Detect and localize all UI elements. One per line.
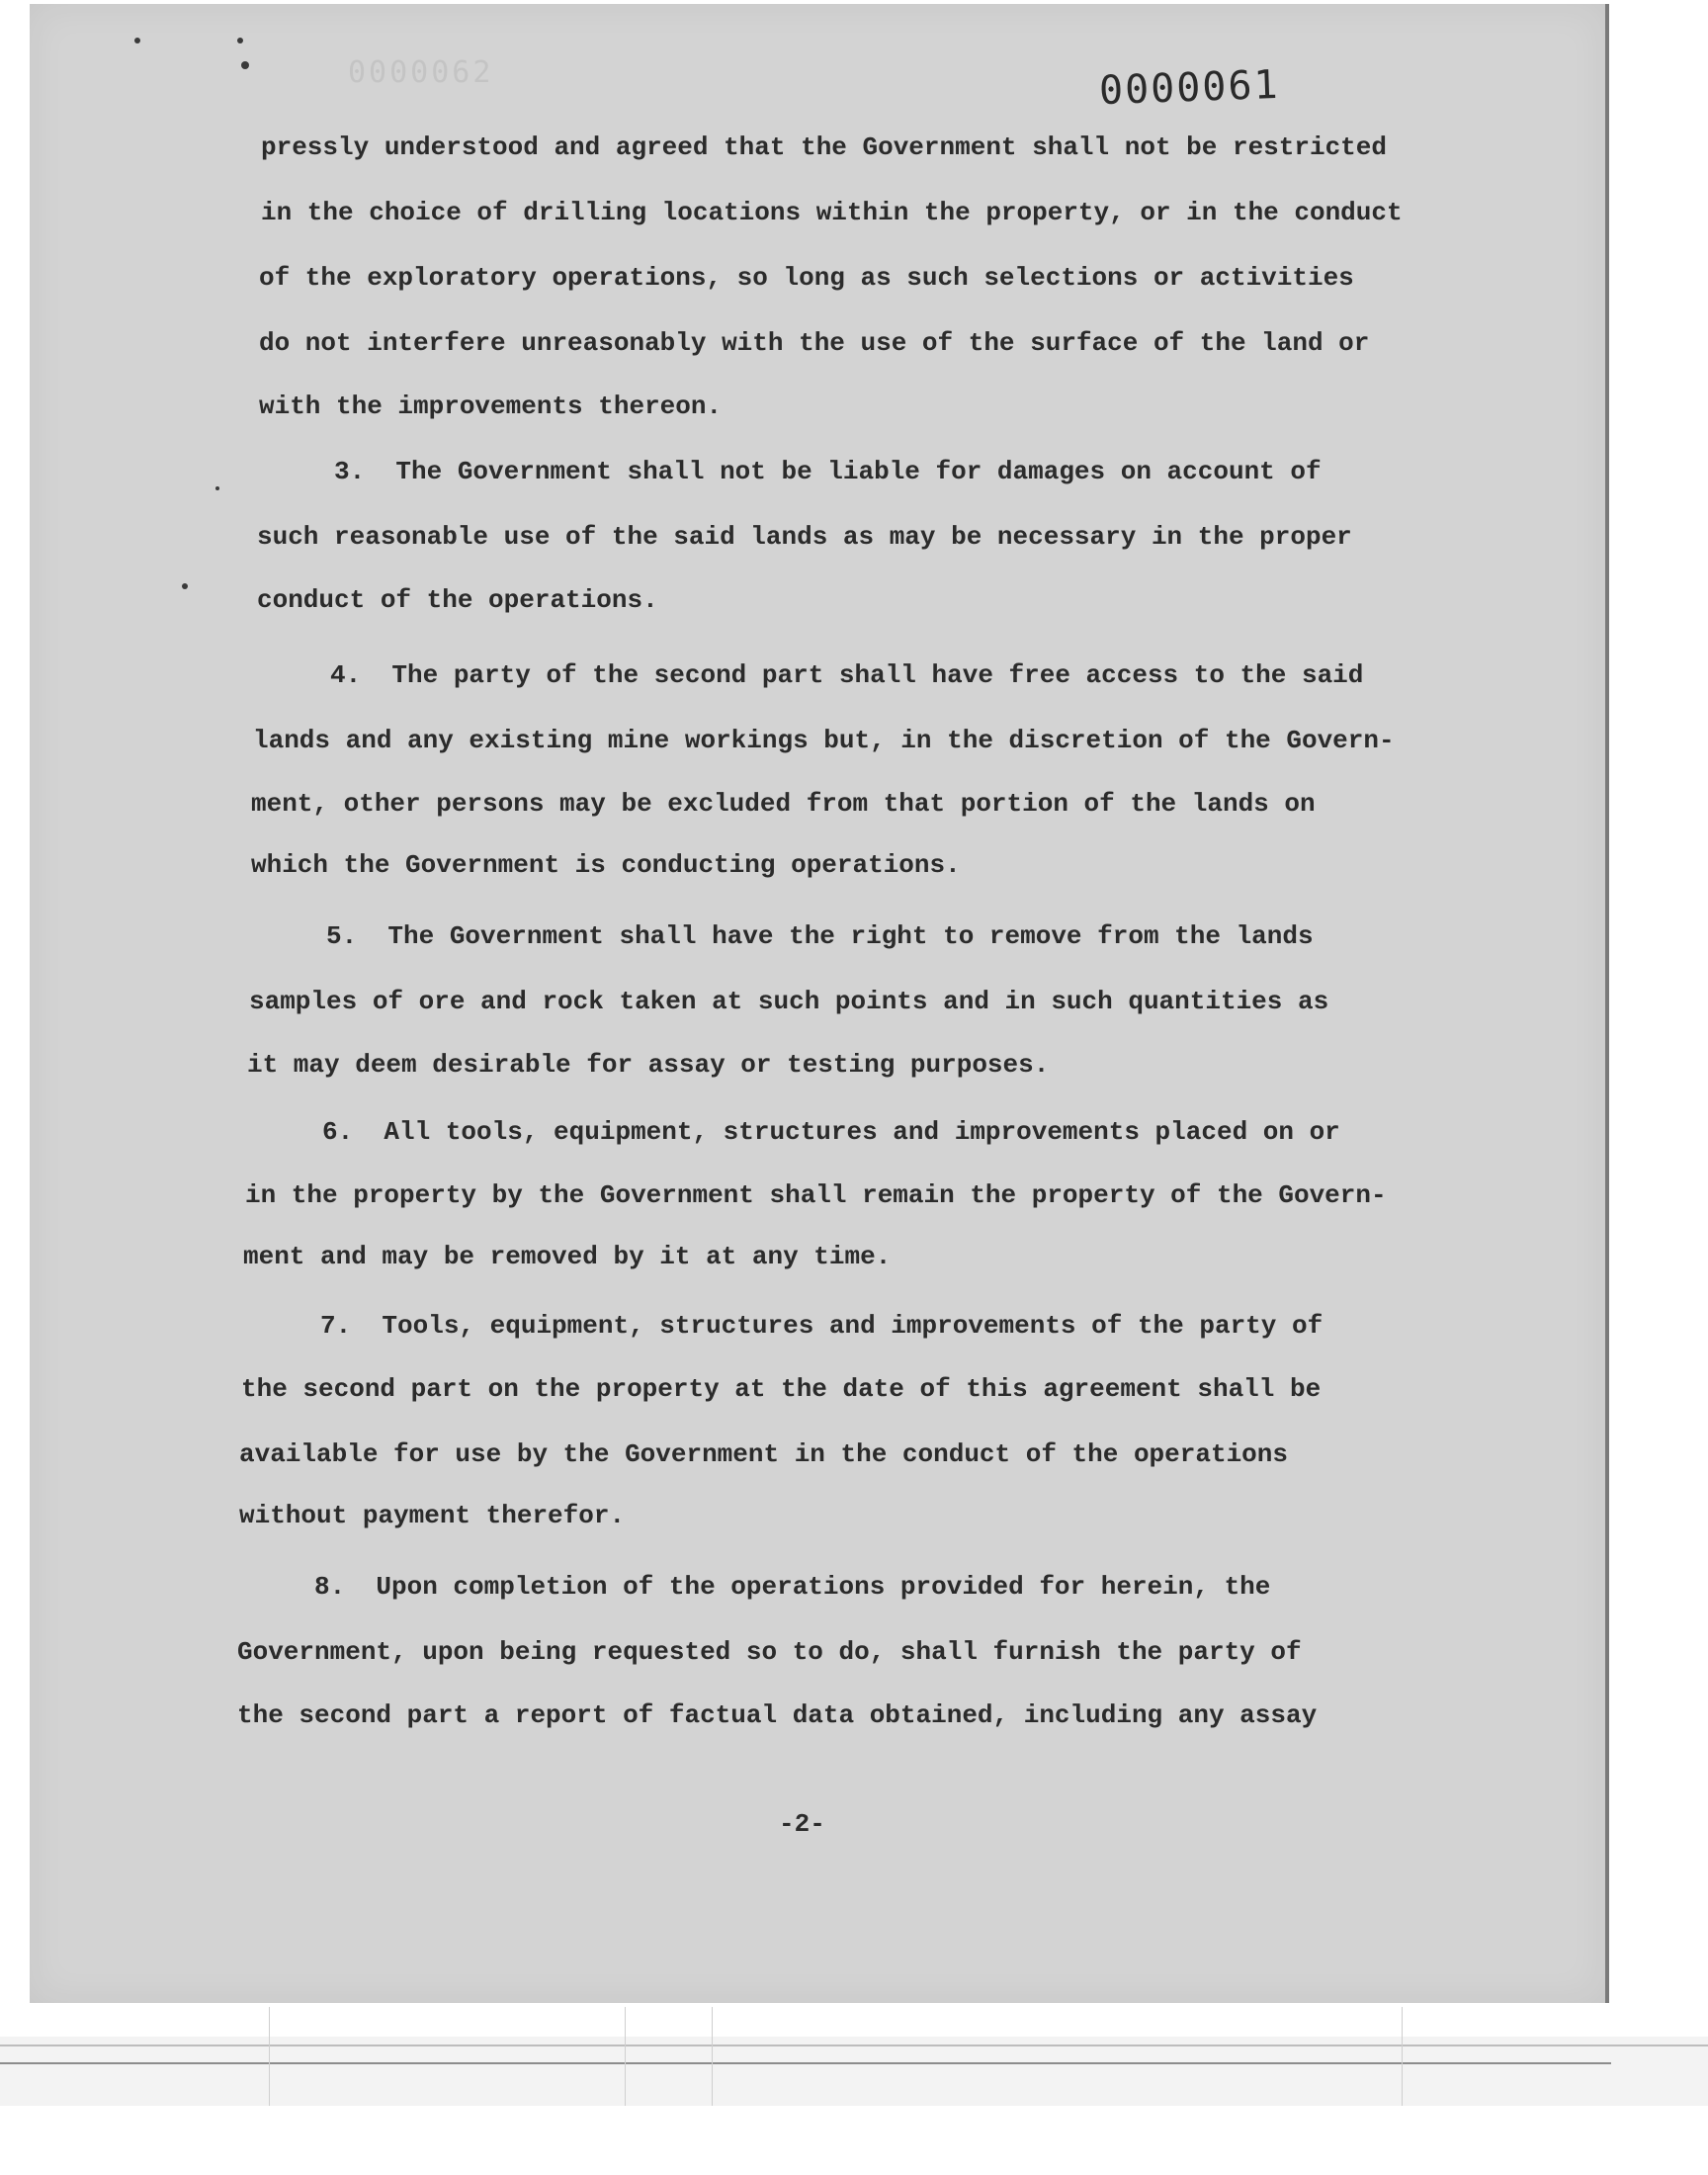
body-line-7: such reasonable use of the said lands as may be necessary in the proper (257, 522, 1352, 552)
body-line-15: it may deem desirable for assay or testing purposes. (247, 1050, 1050, 1080)
scanner-guide-line (625, 2007, 626, 2106)
body-line-21: available for use by the Government in the conduct of the operations (239, 1439, 1288, 1469)
scan-speck (134, 38, 140, 44)
body-line-16: 6. All tools, equipment, structures and improvements placed on or (245, 1117, 1340, 1147)
body-line-12: which the Government is conducting operations. (251, 850, 961, 880)
body-line-25: the second part a report of factual data obtained, including any assay (237, 1700, 1318, 1730)
body-line-3: of the exploratory operations, so long as such selections or activities (259, 263, 1354, 293)
body-line-22: without payment therefor. (239, 1501, 626, 1530)
scanner-bottom-strip (0, 2037, 1708, 2106)
scan-speck (237, 38, 243, 44)
body-line-19: 7. Tools, equipment, structures and improvements of the party of (243, 1311, 1324, 1341)
scan-speck (215, 486, 219, 490)
body-line-6: 3. The Government shall not be liable for damages on account of (257, 457, 1322, 486)
body-line-20: the second part on the property at the date of this agreement shall be (241, 1374, 1322, 1404)
body-line-11: ment, other persons may be excluded from that portion of the lands on (251, 789, 1316, 819)
body-line-10: lands and any existing mine workings but, in the discretion of the Govern- (253, 726, 1395, 755)
faded-document-number: 0000062 (348, 55, 494, 90)
scanner-guide-line (1402, 2007, 1403, 2106)
body-line-18: ment and may be removed by it at any time. (243, 1242, 892, 1271)
body-line-17: in the property by the Government shall remain the property of the Govern- (245, 1180, 1387, 1210)
scan-speck (182, 583, 188, 589)
body-line-2: in the choice of drilling locations within the property, or in the conduct (261, 198, 1403, 227)
scanner-rule-line (0, 2044, 1708, 2046)
body-line-24: Government, upon being requested so to do, shall furnish the party of (237, 1637, 1302, 1667)
scan-speck (241, 61, 249, 69)
body-line-1: pressly understood and agreed that the Government shall not be restricted (261, 132, 1387, 162)
document-stamp-number: 0000061 (1098, 61, 1281, 115)
body-line-13: 5. The Government shall have the right to remove from the lands (249, 921, 1314, 951)
scanner-rule-line (0, 2062, 1611, 2064)
scanner-guide-line (269, 2007, 270, 2106)
scanner-guide-line (712, 2007, 713, 2106)
body-line-8: conduct of the operations. (257, 585, 658, 615)
body-line-5: with the improvements thereon. (259, 392, 723, 421)
body-line-23: 8. Upon completion of the operations provided for herein, the (237, 1572, 1271, 1602)
page-number: -2- (779, 1809, 825, 1839)
body-line-9: 4. The party of the second part shall have free access to the said (253, 660, 1364, 690)
body-line-4: do not interfere unreasonably with the use of the surface of the land or (259, 328, 1370, 358)
body-line-14: samples of ore and rock taken at such points and in such quantities as (249, 987, 1329, 1016)
